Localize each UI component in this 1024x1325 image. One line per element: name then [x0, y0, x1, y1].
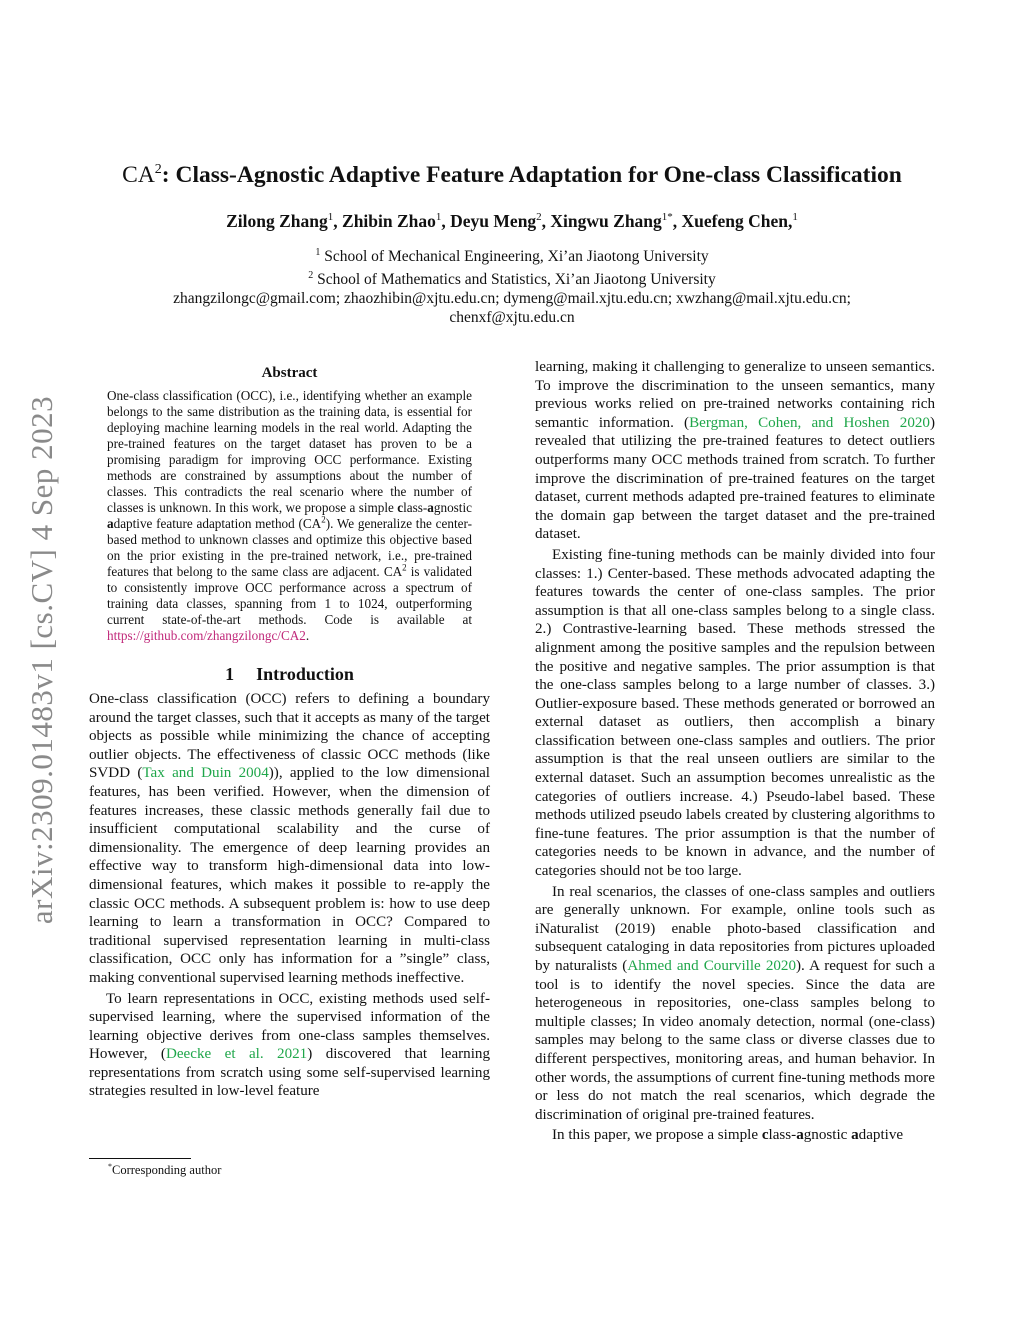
right-paragraph-4: In this paper, we propose a simple class-agnostic adaptive [552, 1127, 904, 1144]
right-paragraph-3: In real scenarios, the classes of one-class samples and outliers are generally unknown. For example, online tools such as iNaturalist (2019) enable photo-based classification and subsequent cataloging in data repositories from pictures uploaded by naturalists (Ahmed and Courville 2020). A request for such a tool is to identify the novel species. Since the data are heterogeneous in repositories, one-class samples belong to multiple classes; In video anomaly detection, normal (one-class) samples may belong to the same class or diverse classes due to different perspectives, monitoring areas, and human behavior. In other words, the assumptions of current fine-tuning methods more or less do not match the real scenarios, which degrade the discrimination of original pre-trained features. [535, 883, 936, 1123]
right-paragraph-1: learning, making it challenging to generalize to unseen semantics. To improve the discrimination to the unseen semantics, many previous works relied on pre-trained networks containing rich semantic information. (Bergman, Cohen, and Hoshen 2020) revealed that utilizing the pre-trained features to detect outliers outperforms many OCC methods trained from scratch. To further improve the discrimination of pre-trained features on the target dataset, current methods adapted pre-trained features to eliminate the domain gap between the target dataset and the pre-trained dataset. [535, 359, 935, 543]
intro-paragraph-1: One-class classification (OCC) refers to defining a boundary around the target classes, such that it accepts as many of the target objects as possible while minimizing the chance of accepting outlier objects. The effectiveness of classic OCC methods (like SVDD (Tax and Duin 2004)), applied to the low dimensional features, has been verified. However, when the dimension of features increases, these classic methods generally fail due to insufficient computational scalability and the curse of dimensionality. The emergence of deep learning provides an effective way to transform high-dimensional data into low-dimensional features, which makes it possible to re-apply the classic OCC methods. A subsequent problem is: how to use deep learning to learn a transformation in OCC? Compared to traditional supervised representation learning in multi-class classification, OCC only has information for a ”single” class, making conventional supervised learning methods ineffective. [89, 691, 490, 986]
footnote: *Corresponding author [108, 1162, 222, 1178]
author-list [80, 211, 944, 232]
right-paragraph-2: Existing fine-tuning methods can be mainly divided into four classes: 1.) Center-based. These methods advocated adapting the features towards the center of one-class samples. The prior assumption is that all one-class samples belong to a single class. 2.) Contrastive-learning based. These methods stressed the alignment among the positive samples and the repulsion between the positive and negative samples. The prior assumption is that the one-class samples belong to a large number of classes. 3.) Outlier-exposure based. These methods generated or borrowed an external dataset as outliers, then accomplish a binary classification between one-class samples and outliers. The prior assumption is that the real unseen outliers are similar to the external dataset. Such an assumption becomes unrealistic as the categories of outliers increase. 4.) Pseudo-label based. These methods utilized pseudo labels created by clustering algorithms to fine-tune features. The prior assumption is that the number of categories needs to be known in advance, and the number of categories should not be too large. [535, 546, 935, 880]
arxiv-sidebar-stamp [22, 350, 62, 970]
right-column [535, 358, 935, 1145]
code-url-link[interactable]: https://github.com/zhangzilongc/CA2 [107, 628, 306, 643]
left-column [89, 360, 490, 1101]
affiliation-2: $^2$ School of Mathematics and Statistics, Xi’an Jiaotong University [308, 270, 716, 289]
affiliations [80, 243, 944, 327]
email-line-1: zhangzilongc@gmail.com; zhaozhibin@xjtu.edu.cn; dymeng@mail.xjtu.edu.cn; xwzhang@mail.xjtu.edu.cn; [173, 290, 851, 308]
author: Zilong Zhang$^1$, [226, 211, 343, 231]
citation-link[interactable]: Ahmed and Courville 2020 [627, 958, 797, 974]
author: Xingwu Zhang$^{1*}$, [550, 211, 682, 231]
citation-link[interactable]: Deecke et al. 2021 [165, 1046, 308, 1063]
citation-link[interactable]: Bergman, Cohen, and Hoshen 2020 [689, 414, 930, 431]
email-line-2: chenxf@xjtu.edu.cn [449, 309, 575, 327]
paper-title: $CA^2$: Class-Agnostic Adaptive Feature Adaptation for One-class Classification [122, 162, 902, 188]
author: Deyu Meng$^2$, [450, 211, 551, 231]
author: Xuefeng Chen,$^1$ [681, 211, 798, 231]
affiliation-1: $^1$ School of Mechanical Engineering, Xi’an Jiaotong University [315, 247, 709, 266]
abstract-heading: Abstract [261, 365, 318, 381]
author: Zhibin Zhao$^1$, [342, 211, 451, 231]
footnote-divider [89, 1158, 191, 1159]
citation-link[interactable]: Tax and Duin 2004 [142, 765, 269, 782]
intro-paragraph-2: To learn representations in OCC, existing methods used self-supervised learning, where the supervised information of the learning objective derives from one-class samples themselves. However, (Deecke et al. 2021) discovered that learning representations from scratch using some self-supervised learning strategies resulted in low-level feature [89, 990, 491, 1100]
arxiv-id: arXiv:2309.01483v1 [cs.CV] 4 Sep 2023 [24, 395, 59, 925]
section-heading-introduction: 1 Introduction [225, 664, 354, 684]
abstract-text: One-class classification (OCC), i.e., identifying whether an example belongs to the same distribution as the training data, is essential for deploying machine learning models in the real world. Adapting the pre-trained features on the target dataset has proven to be a promising paradigm for improving OCC performance. Existing methods are constrained by assumptions about the number of classes. This contradicts the real scenario where the number of classes is unknown. In this work, we propose a simple class-agnostic adaptive feature adaptation method $(CA^2)$. We generalize the center-based method to unknown classes and optimize this objective based on the prior existing in the pre-trained network, i.e., pre-trained features that belong to the same class are adjacent. $CA^2$ is validated to consistently improve OCC performance across a spectrum of training data classes, spanning from 1 to 1024, outperforming current state-of-the-art methods. Code is available at https://github.com/zhangzilongc/CA2. [107, 388, 472, 643]
